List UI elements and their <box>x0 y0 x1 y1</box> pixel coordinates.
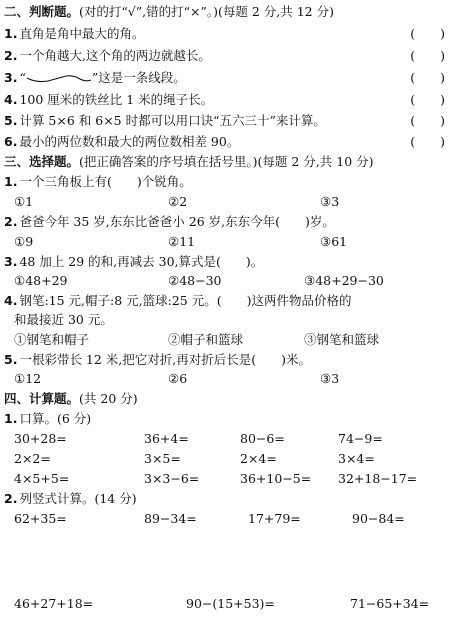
option-1[interactable]: ①48+29 <box>14 273 68 288</box>
option-2[interactable]: ②48−30 <box>168 273 222 288</box>
oral-problem: 36+10−5= <box>240 471 312 486</box>
option-2[interactable]: ②6 <box>168 371 188 386</box>
item-text: 100 厘米的铁丝比 1 米的绳子长。 <box>19 92 214 107</box>
answer-parentheses[interactable]: ( ) <box>410 26 445 41</box>
judge-item-4 <box>4 92 213 108</box>
option-3[interactable]: ③48+29−30 <box>304 273 384 288</box>
vertical-problem: 62+35= <box>14 511 67 526</box>
question-text: 一个三角板上有( )个锐角。 <box>19 174 192 189</box>
option-2[interactable]: ②2 <box>168 194 188 209</box>
option-1[interactable]: ①12 <box>14 371 42 386</box>
item-number: 2. <box>4 48 18 63</box>
question-text: 48 加上 29 的和,再减去 30,算式是( )。 <box>19 254 264 269</box>
item-number: 1. <box>4 174 18 189</box>
section-4-heading: 四、计算题。 <box>4 391 80 406</box>
vertical-problem: 46+27+18= <box>14 596 94 611</box>
item-number: 2. <box>4 214 18 229</box>
question-text: 一根彩带长 12 米,把它对折,再对折后长是( )米。 <box>19 352 312 367</box>
answer-parentheses[interactable]: ( ) <box>410 134 445 149</box>
section-2-header <box>4 4 334 20</box>
item-text: “ <box>19 70 26 85</box>
vertical-problem: 17+79= <box>248 511 301 526</box>
choice-question-4 <box>4 293 351 309</box>
section-2-instruction: (对的打“√”,错的打“×”。)(每题 2 分,共 12 分) <box>79 4 334 19</box>
option-1[interactable]: ①1 <box>14 194 34 209</box>
item-text: 直角是角中最大的角。 <box>19 26 145 41</box>
item-number: 1. <box>4 26 18 41</box>
item-number: 3. <box>4 70 18 85</box>
vertical-problem: 89−34= <box>144 511 197 526</box>
oral-problem: 3×3−6= <box>144 471 200 486</box>
option-2[interactable]: ②帽子和篮球 <box>168 332 244 347</box>
section-3-instruction: (把正确答案的序号填在括号里。)(每题 2 分,共 10 分) <box>79 154 374 169</box>
oral-calc-title <box>4 411 91 427</box>
item-number: 2. <box>4 491 18 506</box>
option-1[interactable]: ①9 <box>14 234 34 249</box>
item-number: 5. <box>4 352 18 367</box>
oral-problem: 36+4= <box>144 431 189 446</box>
vertical-calc-title <box>4 491 137 507</box>
judge-item-6 <box>4 134 239 150</box>
choice-question-5 <box>4 352 311 368</box>
item-number: 4. <box>4 293 18 308</box>
oral-problem: 32+18−17= <box>338 471 418 486</box>
oral-problem: 2×2= <box>14 451 51 466</box>
option-2[interactable]: ②11 <box>168 234 196 249</box>
answer-parentheses[interactable]: ( ) <box>410 113 445 128</box>
oral-problem: 74−9= <box>338 431 383 446</box>
oral-problem: 30+28= <box>14 431 67 446</box>
section-4-instruction: (共 20 分) <box>79 391 138 406</box>
judge-item-2 <box>4 48 211 64</box>
oral-problem: 3×5= <box>144 451 181 466</box>
answer-parentheses[interactable]: ( ) <box>410 92 445 107</box>
oral-problem: 80−6= <box>240 431 285 446</box>
oral-problem: 3×4= <box>338 451 375 466</box>
part-title: 口算。(6 分) <box>19 411 92 426</box>
item-number: 3. <box>4 254 18 269</box>
item-number: 4. <box>4 92 18 107</box>
item-text: 最小的两位数和最大的两位数相差 90。 <box>19 134 240 149</box>
item-number: 5. <box>4 113 18 128</box>
vertical-problem: 90−(15+53)= <box>186 596 275 611</box>
item-text: 一个角越大,这个角的两边就越长。 <box>19 48 211 63</box>
vertical-problem: 71−65+34= <box>350 596 430 611</box>
option-3[interactable]: ③61 <box>320 234 348 249</box>
part-title: 列竖式计算。(14 分) <box>19 491 137 506</box>
item-number: 1. <box>4 411 18 426</box>
judge-item-5 <box>4 113 326 129</box>
oral-problem: 2×4= <box>240 451 277 466</box>
oral-problem: 4×5+5= <box>14 471 70 486</box>
choice-question-3 <box>4 254 263 270</box>
question-text-continued: 和最接近 30 元。 <box>14 312 113 327</box>
judge-item-3 <box>4 70 186 86</box>
section-3-header <box>4 154 374 170</box>
option-3[interactable]: ③3 <box>320 194 340 209</box>
judge-item-1 <box>4 26 144 42</box>
question-text: 爸爸今年 35 岁,东东比爸爸小 26 岁,东东今年( )岁。 <box>19 214 335 229</box>
item-number: 6. <box>4 134 18 149</box>
option-3[interactable]: ③3 <box>320 371 340 386</box>
option-3[interactable]: ③钢笔和篮球 <box>304 332 380 347</box>
item-text: ”这是一条线段。 <box>91 70 186 85</box>
choice-question-2 <box>4 214 335 230</box>
question-text: 钢笔:15 元,帽子:8 元,篮球:25 元。( )这两件物品价格的 <box>19 293 352 308</box>
section-3-heading: 三、选择题。 <box>4 154 80 169</box>
section-2-heading: 二、判断题。 <box>4 4 80 19</box>
vertical-problem: 90−84= <box>352 511 405 526</box>
choice-question-1 <box>4 174 192 190</box>
item-text: 计算 5×6 和 6×5 时都可以用口诀“五六三十”来计算。 <box>19 113 326 128</box>
curve-line-icon <box>26 74 92 84</box>
section-4-header <box>4 391 138 407</box>
option-1[interactable]: ①钢笔和帽子 <box>14 332 90 347</box>
answer-parentheses[interactable]: ( ) <box>410 70 445 85</box>
answer-parentheses[interactable]: ( ) <box>410 48 445 63</box>
